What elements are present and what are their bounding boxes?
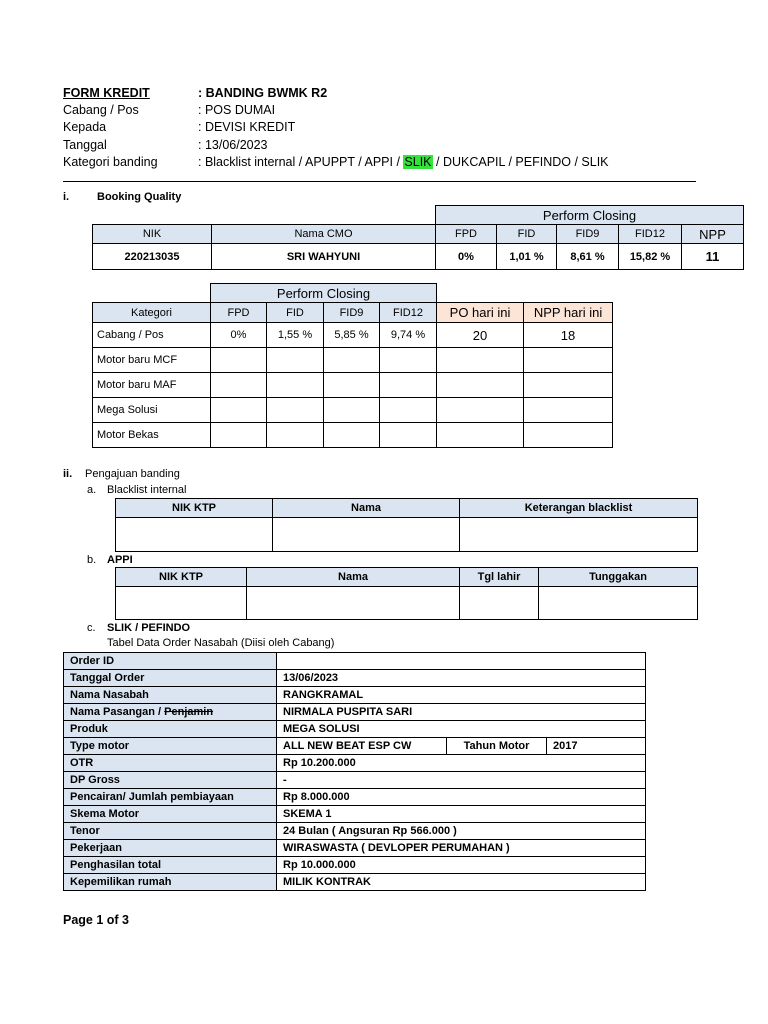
kategori-cell: 0% xyxy=(211,323,267,348)
kategori-cell: 9,74 % xyxy=(380,323,437,348)
kategori-perform-closing-header: Perform Closing xyxy=(211,284,437,303)
appi-table xyxy=(115,567,698,620)
order-data-table xyxy=(63,652,646,891)
kategori-cell xyxy=(380,423,437,448)
kategori-cell xyxy=(267,348,324,373)
col-fid9: FID9 xyxy=(557,225,619,244)
order-label: Pencairan/ Jumlah pembiayaan xyxy=(64,789,277,806)
bl-cell-keterangan[interactable] xyxy=(460,518,698,552)
kategori-row xyxy=(93,323,613,348)
appi-col-tunggakan: Tunggakan xyxy=(539,568,698,587)
kcol-fpd: FPD xyxy=(211,303,267,323)
kategori-cell: Motor Bekas xyxy=(93,423,211,448)
sub-b-title: APPI xyxy=(107,554,133,566)
kategori-cell xyxy=(324,423,380,448)
kcol-fid9: FID9 xyxy=(324,303,380,323)
order-label: Tenor xyxy=(64,823,277,840)
order-value[interactable]: 24 Bulan ( Angsuran Rp 566.000 ) xyxy=(277,823,646,840)
kategori-cell: Motor baru MAF xyxy=(93,373,211,398)
kategori-cell xyxy=(211,373,267,398)
kategori-cell xyxy=(380,398,437,423)
bl-cell-nama[interactable] xyxy=(273,518,460,552)
col-fid12: FID12 xyxy=(619,225,682,244)
kategori-row xyxy=(93,398,613,423)
order-row xyxy=(64,857,646,874)
order-value[interactable]: MEGA SOLUSI xyxy=(277,721,646,738)
cell-npp: 11 xyxy=(682,244,744,270)
order-row xyxy=(64,721,646,738)
cell-fpd: 0% xyxy=(436,244,497,270)
order-value[interactable]: - xyxy=(277,772,646,789)
kcol-fid12: FID12 xyxy=(380,303,437,323)
order-row xyxy=(64,738,646,755)
kcol-kategori: Kategori xyxy=(93,303,211,323)
kategori-highlight-slik: SLIK xyxy=(404,155,432,169)
order-label: Produk xyxy=(64,721,277,738)
kcol-po-hari-ini: PO hari ini xyxy=(437,303,524,323)
order-value[interactable]: 13/06/2023 xyxy=(277,670,646,687)
bl-col-nama: Nama xyxy=(273,499,460,518)
form-title-value: : BANDING BWMK R2 xyxy=(198,86,328,100)
order-row xyxy=(64,687,646,704)
order-value[interactable] xyxy=(277,653,646,670)
order-label: OTR xyxy=(64,755,277,772)
sub-c-title: SLIK / PEFINDO xyxy=(107,622,191,634)
order-row xyxy=(64,704,646,721)
cell-nik: 220213035 xyxy=(93,244,212,270)
kategori-cell xyxy=(524,348,613,373)
sub-c-subtitle: Tabel Data Order Nasabah (Diisi oleh Cabang) xyxy=(107,637,335,649)
kategori-cell xyxy=(211,398,267,423)
order-row xyxy=(64,806,646,823)
order-label xyxy=(64,704,277,721)
sub-b-letter: b. xyxy=(87,554,97,566)
section-ii-number: ii. xyxy=(63,468,73,480)
kategori-cell: 18 xyxy=(524,323,613,348)
cell-fid9: 8,61 % xyxy=(557,244,619,270)
order-body xyxy=(64,653,646,891)
booking-quality-table xyxy=(92,205,744,270)
kategori-cell xyxy=(380,373,437,398)
order-label: Type motor xyxy=(64,738,277,755)
sub-c-letter: c. xyxy=(87,622,96,634)
kcol-fid: FID xyxy=(267,303,324,323)
order-extra-label: Tahun Motor xyxy=(447,738,547,755)
order-value[interactable]: ALL NEW BEAT ESP CW xyxy=(277,738,447,755)
sub-a-title: Blacklist internal xyxy=(107,484,187,496)
kategori-cell xyxy=(267,398,324,423)
kategori-row xyxy=(93,373,613,398)
appi-cell-tunggakan[interactable] xyxy=(539,587,698,620)
order-row xyxy=(64,840,646,857)
kategori-cell: 20 xyxy=(437,323,524,348)
kategori-cell xyxy=(211,423,267,448)
blacklist-table xyxy=(115,498,698,552)
kategori-perform-table xyxy=(92,283,613,448)
kategori-cell xyxy=(524,373,613,398)
order-label: Pekerjaan xyxy=(64,840,277,857)
order-label: Kepemilikan rumah xyxy=(64,874,277,891)
order-extra-value[interactable]: 2017 xyxy=(547,738,646,755)
order-label: Skema Motor xyxy=(64,806,277,823)
kategori-cell: Cabang / Pos xyxy=(93,323,211,348)
kategori-cell xyxy=(380,348,437,373)
order-value[interactable]: Rp 10.200.000 xyxy=(277,755,646,772)
appi-cell-nama[interactable] xyxy=(247,587,460,620)
kategori-cell: 5,85 % xyxy=(324,323,380,348)
kategori-cell xyxy=(267,423,324,448)
order-label: Nama Nasabah xyxy=(64,687,277,704)
kategori-cell xyxy=(437,373,524,398)
col-nama-cmo: Nama CMO xyxy=(212,225,436,244)
order-label: Order ID xyxy=(64,653,277,670)
bl-cell-nik-ktp[interactable] xyxy=(116,518,273,552)
section-ii-title: Pengajuan banding xyxy=(85,468,180,480)
kategori-cell xyxy=(437,398,524,423)
order-row xyxy=(64,653,646,670)
appi-col-nik-ktp: NIK KTP xyxy=(116,568,247,587)
order-row xyxy=(64,670,646,687)
kategori-cell xyxy=(437,348,524,373)
cell-fid12: 15,82 % xyxy=(619,244,682,270)
kategori-value xyxy=(198,154,609,172)
kepada-label: Kepada xyxy=(63,120,107,134)
col-npp: NPP xyxy=(682,225,744,244)
col-nik: NIK xyxy=(93,225,212,244)
section-i-number: i. xyxy=(63,191,70,203)
cabang-label: Cabang / Pos xyxy=(63,103,139,117)
kategori-part-1: : Blacklist internal / APUPPT / APPI / xyxy=(198,155,404,169)
kategori-cell xyxy=(324,398,380,423)
kategori-cell xyxy=(211,348,267,373)
kategori-label: Kategori banding xyxy=(63,155,158,169)
section-i-title: Booking Quality xyxy=(97,191,182,203)
order-row xyxy=(64,755,646,772)
bl-col-nik-ktp: NIK KTP xyxy=(116,499,273,518)
order-label: DP Gross xyxy=(64,772,277,789)
appi-col-tgl-lahir: Tgl lahir xyxy=(460,568,539,587)
cabang-value: : POS DUMAI xyxy=(198,103,276,117)
perform-closing-header: Perform Closing xyxy=(436,206,744,225)
kategori-cell xyxy=(324,373,380,398)
cell-nama-cmo: SRI WAHYUNI xyxy=(212,244,436,270)
order-value[interactable]: Rp 8.000.000 xyxy=(277,789,646,806)
order-row xyxy=(64,823,646,840)
col-fid: FID xyxy=(497,225,557,244)
sub-a-letter: a. xyxy=(87,484,97,496)
kategori-row xyxy=(93,348,613,373)
appi-cell-nik-ktp[interactable] xyxy=(116,587,247,620)
kategori-body xyxy=(93,323,613,448)
kategori-cell xyxy=(437,423,524,448)
kepada-value: : DEVISI KREDIT xyxy=(198,120,296,134)
kategori-cell xyxy=(524,398,613,423)
order-label: Penghasilan total xyxy=(64,857,277,874)
cell-fid: 1,01 % xyxy=(497,244,557,270)
kategori-cell xyxy=(524,423,613,448)
kategori-part-3: / DUKCAPIL / PEFINDO / SLIK xyxy=(432,155,609,169)
tanggal-label: Tanggal xyxy=(63,138,107,152)
kategori-cell: Mega Solusi xyxy=(93,398,211,423)
kategori-row xyxy=(93,423,613,448)
order-value[interactable]: NIRMALA PUSPITA SARI xyxy=(277,704,646,721)
appi-col-nama: Nama xyxy=(247,568,460,587)
order-label-strikethrough: Penjamin xyxy=(164,706,214,718)
form-title-label: FORM KREDIT xyxy=(63,86,150,100)
order-value[interactable]: RANGKRAMAL xyxy=(277,687,646,704)
order-value[interactable]: SKEMA 1 xyxy=(277,806,646,823)
col-fpd: FPD xyxy=(436,225,497,244)
order-row xyxy=(64,772,646,789)
page-number: Page 1 of 3 xyxy=(63,913,129,927)
kategori-cell: 1,55 % xyxy=(267,323,324,348)
kategori-cell xyxy=(267,373,324,398)
order-label-prefix: Nama Pasangan / xyxy=(70,706,165,718)
kategori-cell xyxy=(324,348,380,373)
order-value[interactable]: WIRASWASTA ( DEVLOPER PERUMAHAN ) xyxy=(277,840,646,857)
kategori-cell: Motor baru MCF xyxy=(93,348,211,373)
tanggal-value: : 13/06/2023 xyxy=(198,138,268,152)
order-label: Tanggal Order xyxy=(64,670,277,687)
bl-col-keterangan: Keterangan blacklist xyxy=(460,499,698,518)
header-divider xyxy=(63,181,696,182)
order-row xyxy=(64,789,646,806)
kcol-npp-hari-ini: NPP hari ini xyxy=(524,303,613,323)
order-value[interactable]: MILIK KONTRAK xyxy=(277,874,646,891)
appi-cell-tgl-lahir[interactable] xyxy=(460,587,539,620)
order-value[interactable]: Rp 10.000.000 xyxy=(277,857,646,874)
order-row xyxy=(64,874,646,891)
